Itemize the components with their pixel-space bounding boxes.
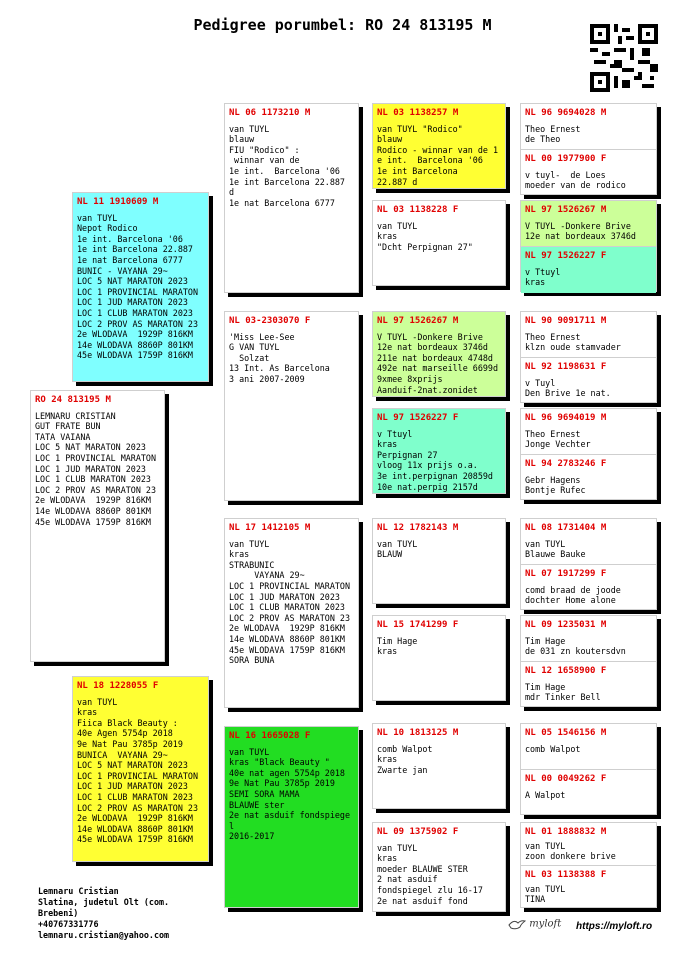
info-line: 9e Nat Pau 3785p 2019 — [77, 738, 183, 749]
info-line: 2016-2017 — [229, 831, 275, 842]
info-line: 211e nat bordeaux 4748d — [377, 352, 493, 363]
ancestor-cell — [521, 150, 656, 196]
info-line: Perpignan 27 — [377, 449, 438, 460]
info-line: winnar van de — [229, 155, 300, 166]
ancestor-pair — [520, 103, 657, 195]
ring-number: NL 03 1138228 F — [377, 205, 459, 215]
ancestor-cell — [521, 724, 656, 770]
qr-code — [590, 24, 658, 92]
info-line: Theo Ernest — [525, 331, 581, 342]
ring-number: NL 00 0049262 F — [525, 774, 607, 784]
ancestor-pair — [520, 200, 657, 292]
ring-number: NL 97 1526227 F — [525, 251, 607, 261]
info-line: kras — [377, 646, 398, 657]
ring-number: NL 97 1526267 M — [525, 205, 607, 215]
info-line: Zwarte jan — [377, 764, 428, 775]
ring-number: NL 09 1375902 F — [377, 827, 459, 837]
ring-number: NL 03 1138257 M — [377, 108, 459, 118]
info-line: 9xmee 8xprijs — [377, 373, 443, 384]
info-line: van TUYL — [525, 840, 566, 851]
info-line: blauw — [377, 134, 403, 145]
info-line: 1e int Barcelona 22.887 — [229, 176, 345, 187]
info-line: LOC 2 PROV AS MARATON 23 — [77, 802, 199, 813]
info-line: LOC 2 PROV AS MARATON 23 — [35, 484, 157, 495]
info-line: Gebr Hagens — [525, 474, 581, 485]
info-line: v Ttuyl — [525, 266, 561, 277]
info-line: 3e int.perpignan 20859d — [377, 470, 493, 481]
ring-number: NL 18 1228055 F — [77, 681, 159, 691]
ancestor-pair — [520, 408, 657, 500]
ring-number: NL 11 1910609 M — [77, 197, 159, 207]
info-line: Solzat — [229, 352, 270, 363]
ring-number: NL 07 1917299 F — [525, 569, 607, 579]
ancestor-cell — [521, 104, 656, 150]
owner-address: Brebeni) — [38, 908, 79, 918]
info-line: LOC 1 CLUB MARATON 2023 — [35, 474, 151, 485]
info-line: LOC 1 CLUB MARATON 2023 — [77, 307, 193, 318]
info-line: de 031 zn koutersdvn — [525, 646, 626, 657]
info-line: comd braad de joode — [525, 584, 621, 595]
grandparent-card — [224, 726, 359, 908]
owner-contact — [38, 886, 169, 941]
owner-phone: +40767331776 — [38, 919, 99, 929]
info-line: van TUYL — [377, 842, 418, 853]
info-line: Tim Hage — [525, 635, 566, 646]
info-line: 45e WLODAVA 1759P 816KM — [77, 350, 193, 361]
info-line: klzn oude stamvader — [525, 342, 621, 353]
info-line: 2e nat asduif fond — [377, 895, 468, 906]
info-line: LOC 5 NAT MARATON 2023 — [35, 442, 146, 453]
info-line: Nepot Rodico — [77, 223, 138, 234]
ring-number: NL 90 9091711 M — [525, 316, 607, 326]
info-line: de Theo — [525, 134, 561, 145]
info-line: Theo Ernest — [525, 428, 581, 439]
ring-number: NL 17 1412105 M — [229, 523, 311, 533]
info-line: van TUYL — [377, 538, 418, 549]
info-line: vloog 11x prijs o.a. — [377, 460, 478, 471]
ring-number: NL 09 1235031 M — [525, 620, 607, 630]
info-line: 1e nat Barcelona 6777 — [229, 197, 335, 208]
info-line: van TUYL — [77, 212, 118, 223]
info-line: Den Brive 1e nat. — [525, 388, 611, 399]
ring-number: NL 05 1546156 M — [525, 728, 607, 738]
info-line: mdr Tinker Bell — [525, 692, 601, 703]
page-title: Pedigree porumbel: RO 24 813195 M — [193, 16, 492, 34]
info-line: v tuyl- de Loes — [525, 169, 606, 180]
great-grandparent-card — [372, 822, 506, 912]
info-line: 22.887 d — [377, 176, 418, 187]
ring-number: NL 00 1977900 F — [525, 154, 607, 164]
info-line: LOC 2 PROV AS MARATON 23 — [77, 318, 199, 329]
info-line: V TUYL -Donkere Brive — [377, 331, 483, 342]
info-line: 45e WLODAVA 1759P 816KM — [229, 644, 345, 655]
info-line: 1e int Barcelona 22.887 — [77, 244, 193, 255]
pigeon-icon — [508, 917, 526, 931]
ancestor-cell — [521, 409, 656, 455]
info-line: "Dcht Perpignan 27" — [377, 241, 473, 252]
info-line: Rodico - winnar van de 1 — [377, 144, 499, 155]
logo-text: myloft — [529, 918, 562, 930]
info-line: BUNICA VAYANA 29~ — [77, 749, 168, 760]
dam-card — [72, 676, 209, 862]
info-line: LOC 1 JUD MARATON 2023 — [229, 591, 340, 602]
ancestor-pair — [520, 615, 657, 707]
info-line: LEMNARU CRISTIAN — [35, 410, 116, 421]
owner-email: lemnaru.cristian@yahoo.com — [38, 930, 170, 940]
info-line: 40e Agen 5754p 2018 — [77, 728, 173, 739]
ring-number: NL 97 1526227 F — [377, 413, 459, 423]
info-line: LOC 1 JUD MARATON 2023 — [77, 297, 188, 308]
info-line: 14e WLODAVA 8860P 801KM — [229, 633, 345, 644]
ring-number: NL 96 9694019 M — [525, 413, 607, 423]
info-line: van TUYL — [229, 746, 270, 757]
website-link[interactable]: https://myloft.ro — [576, 921, 653, 932]
info-line: e int. Barcelona '06 — [377, 155, 483, 166]
info-line: 2e WLODAVA 1929P 816KM — [229, 623, 345, 634]
owner-name: Lemnaru Cristian — [38, 886, 119, 896]
ancestor-cell — [521, 616, 656, 662]
ancestor-cell — [521, 823, 656, 866]
info-line: van TUYL — [77, 696, 118, 707]
info-line: van TUYL — [525, 883, 566, 894]
info-line: LOC 1 CLUB MARATON 2023 — [77, 791, 193, 802]
info-line: 45e WLODAVA 1759P 816KM — [77, 834, 193, 845]
info-line: kras — [377, 439, 398, 450]
info-line: 3 ani 2007-2009 — [229, 373, 305, 384]
grandparent-card — [224, 518, 359, 708]
ancestor-pair — [520, 822, 657, 908]
ancestor-pair — [520, 723, 657, 815]
ring-number: NL 03 1138388 F — [525, 870, 607, 880]
info-line: 14e WLODAVA 8860P 801KM — [77, 823, 193, 834]
info-line: 1e nat Barcelona 6777 — [77, 254, 183, 265]
ring-number: NL 03-2303070 F — [229, 316, 311, 326]
info-line: G VAN TUYL — [229, 342, 280, 353]
info-line: comb Walpot — [525, 743, 581, 754]
info-line: Fiica Black Beauty : — [77, 717, 178, 728]
ring-number: NL 96 9694028 M — [525, 108, 607, 118]
info-line: SORA BUNA — [229, 655, 275, 666]
info-line: Aanduif-2nat.zonidet — [377, 384, 478, 395]
info-line: LOC 1 PROVINCIAL MARATON — [77, 770, 199, 781]
info-line: 40e nat agen 5754p 2018 — [229, 767, 345, 778]
ancestor-cell — [521, 565, 656, 611]
info-line: 14e WLODAVA 8860P 801KM — [35, 505, 151, 516]
info-line: Blauwe Bauke — [525, 549, 586, 560]
info-line: kras — [377, 231, 398, 242]
great-grandparent-card — [372, 518, 506, 604]
info-line: d — [229, 187, 235, 198]
ancestor-pair — [520, 518, 657, 610]
ancestor-cell — [521, 358, 656, 404]
myloft-logo — [508, 917, 561, 931]
info-line: SEMI SORA MAMA — [229, 788, 300, 799]
ancestor-cell — [521, 519, 656, 565]
info-line: 1e int. Barcelona '06 — [229, 165, 340, 176]
info-line: 492e nat marseille 6699d — [377, 363, 499, 374]
info-line: kras — [377, 754, 398, 765]
great-grandparent-card — [372, 200, 506, 286]
ancestor-cell — [521, 770, 656, 816]
info-line: zoon donkere brive — [525, 851, 616, 862]
info-line: 13 Int. As Barcelona — [229, 363, 330, 374]
great-grandparent-card — [372, 311, 506, 397]
grandparent-card — [224, 311, 359, 501]
great-grandparent-card — [372, 103, 506, 189]
info-line: 14e WLODAVA 8860P 801KM — [77, 339, 193, 350]
ancestor-cell — [521, 662, 656, 708]
info-line: 2e WLODAVA 1929P 816KM — [77, 813, 193, 824]
info-line: Jonge Vechter — [525, 439, 591, 450]
info-line: van TUYL — [229, 538, 270, 549]
info-line: Tim Hage — [525, 681, 566, 692]
ring-number: RO 24 813195 M — [35, 395, 111, 405]
ring-number: NL 97 1526267 M — [377, 316, 459, 326]
info-line: GUT FRATE BUN — [35, 421, 101, 432]
ring-number: NL 08 1731404 M — [525, 523, 607, 533]
ring-number: NL 12 1782143 M — [377, 523, 459, 533]
info-line: kras "Black Beauty " — [229, 757, 330, 768]
info-line: TINA — [525, 894, 546, 905]
info-line: Bontje Rufec — [525, 485, 586, 496]
subject-pigeon-card — [30, 390, 165, 662]
info-line: FIU "Rodico" : — [229, 144, 300, 155]
ring-number: NL 12 1658900 F — [525, 666, 607, 676]
info-line: STRABUNIC — [229, 559, 275, 570]
ring-number: NL 10 1813125 M — [377, 728, 459, 738]
info-line: LOC 1 PROVINCIAL MARATON — [35, 452, 157, 463]
info-line: 2e WLODAVA 1929P 816KM — [77, 329, 193, 340]
info-line: fondspiegel zlu 16-17 — [377, 884, 483, 895]
ring-number: NL 15 1741299 F — [377, 620, 459, 630]
info-line: dochter Home alone — [525, 595, 616, 606]
info-line: 2 nat asduif — [377, 874, 438, 885]
info-line: kras — [525, 277, 546, 288]
info-line: Tim Hage — [377, 635, 418, 646]
sire-card — [72, 192, 209, 382]
info-line: comb Walpot — [377, 743, 433, 754]
ancestor-cell — [521, 455, 656, 501]
info-line: 9e Nat Pau 3785p 2019 — [229, 778, 335, 789]
info-line: van TUYL "Rodico" — [377, 123, 463, 134]
info-line: BLAUWE ster — [229, 799, 285, 810]
ancestor-cell — [521, 201, 656, 247]
info-line: kras — [229, 549, 250, 560]
grandparent-card — [224, 103, 359, 293]
info-line: 1e int. Barcelona '06 — [77, 233, 183, 244]
info-line: LOC 2 PROV AS MARATON 23 — [229, 612, 351, 623]
info-line: 10e nat.perpig 2157d — [377, 481, 478, 492]
info-line: TATA VAIANA — [35, 431, 91, 442]
info-line: van TUYL — [525, 538, 566, 549]
info-line: LOC 1 JUD MARATON 2023 — [77, 781, 188, 792]
info-line: 2e WLODAVA 1929P 816KM — [35, 495, 151, 506]
info-line: VAYANA 29~ — [229, 570, 305, 581]
info-line: Theo Ernest — [525, 123, 581, 134]
ring-number: NL 94 2783246 F — [525, 459, 607, 469]
ring-number: NL 92 1198631 F — [525, 362, 607, 372]
info-line: l — [229, 820, 235, 831]
info-line: 1e int Barcelona — [377, 165, 458, 176]
info-line: V TUYL -Donkere Brive — [525, 220, 631, 231]
info-line: LOC 1 PROVINCIAL MARATON — [229, 580, 351, 591]
ancestor-cell — [521, 866, 656, 909]
info-line: van TUYL — [229, 123, 270, 134]
ring-number: NL 01 1888832 M — [525, 827, 607, 837]
info-line: 2e nat asduif fondspiege — [229, 810, 351, 821]
info-line: kras — [77, 707, 98, 718]
info-line: v Tuyl — [525, 377, 556, 388]
ancestor-pair — [520, 311, 657, 403]
info-line: 12e nat bordeaux 3746d — [377, 342, 488, 353]
great-grandparent-card — [372, 615, 506, 701]
info-line: moeder BLAUWE STER — [377, 863, 468, 874]
info-line: v Ttuyl — [377, 428, 413, 439]
info-line: LOC 1 PROVINCIAL MARATON — [77, 286, 199, 297]
info-line: LOC 1 CLUB MARATON 2023 — [229, 602, 345, 613]
great-grandparent-card — [372, 408, 506, 494]
info-line: LOC 5 NAT MARATON 2023 — [77, 276, 188, 287]
ring-number: NL 16 1665028 F — [229, 731, 311, 741]
info-line: 12e nat bordeaux 3746d — [525, 231, 636, 242]
ancestor-cell — [521, 312, 656, 358]
ring-number: NL 06 1173210 M — [229, 108, 311, 118]
info-line: BUNIC - VAYANA 29~ — [77, 265, 168, 276]
info-line: BLAUW — [377, 549, 403, 560]
info-line: moeder van de rodico — [525, 180, 626, 191]
info-line: kras — [377, 853, 398, 864]
info-line: LOC 5 NAT MARATON 2023 — [77, 760, 188, 771]
info-line: van TUYL — [377, 220, 418, 231]
owner-address: Slatina, judetul Olt (com. — [38, 897, 170, 907]
info-line: blauw — [229, 134, 255, 145]
ancestor-cell — [521, 247, 656, 293]
info-line: 45e WLODAVA 1759P 816KM — [35, 516, 151, 527]
info-line: 'Miss Lee-See — [229, 331, 295, 342]
info-line: LOC 1 JUD MARATON 2023 — [35, 463, 146, 474]
info-line: A Walpot — [525, 789, 566, 800]
great-grandparent-card — [372, 723, 506, 809]
